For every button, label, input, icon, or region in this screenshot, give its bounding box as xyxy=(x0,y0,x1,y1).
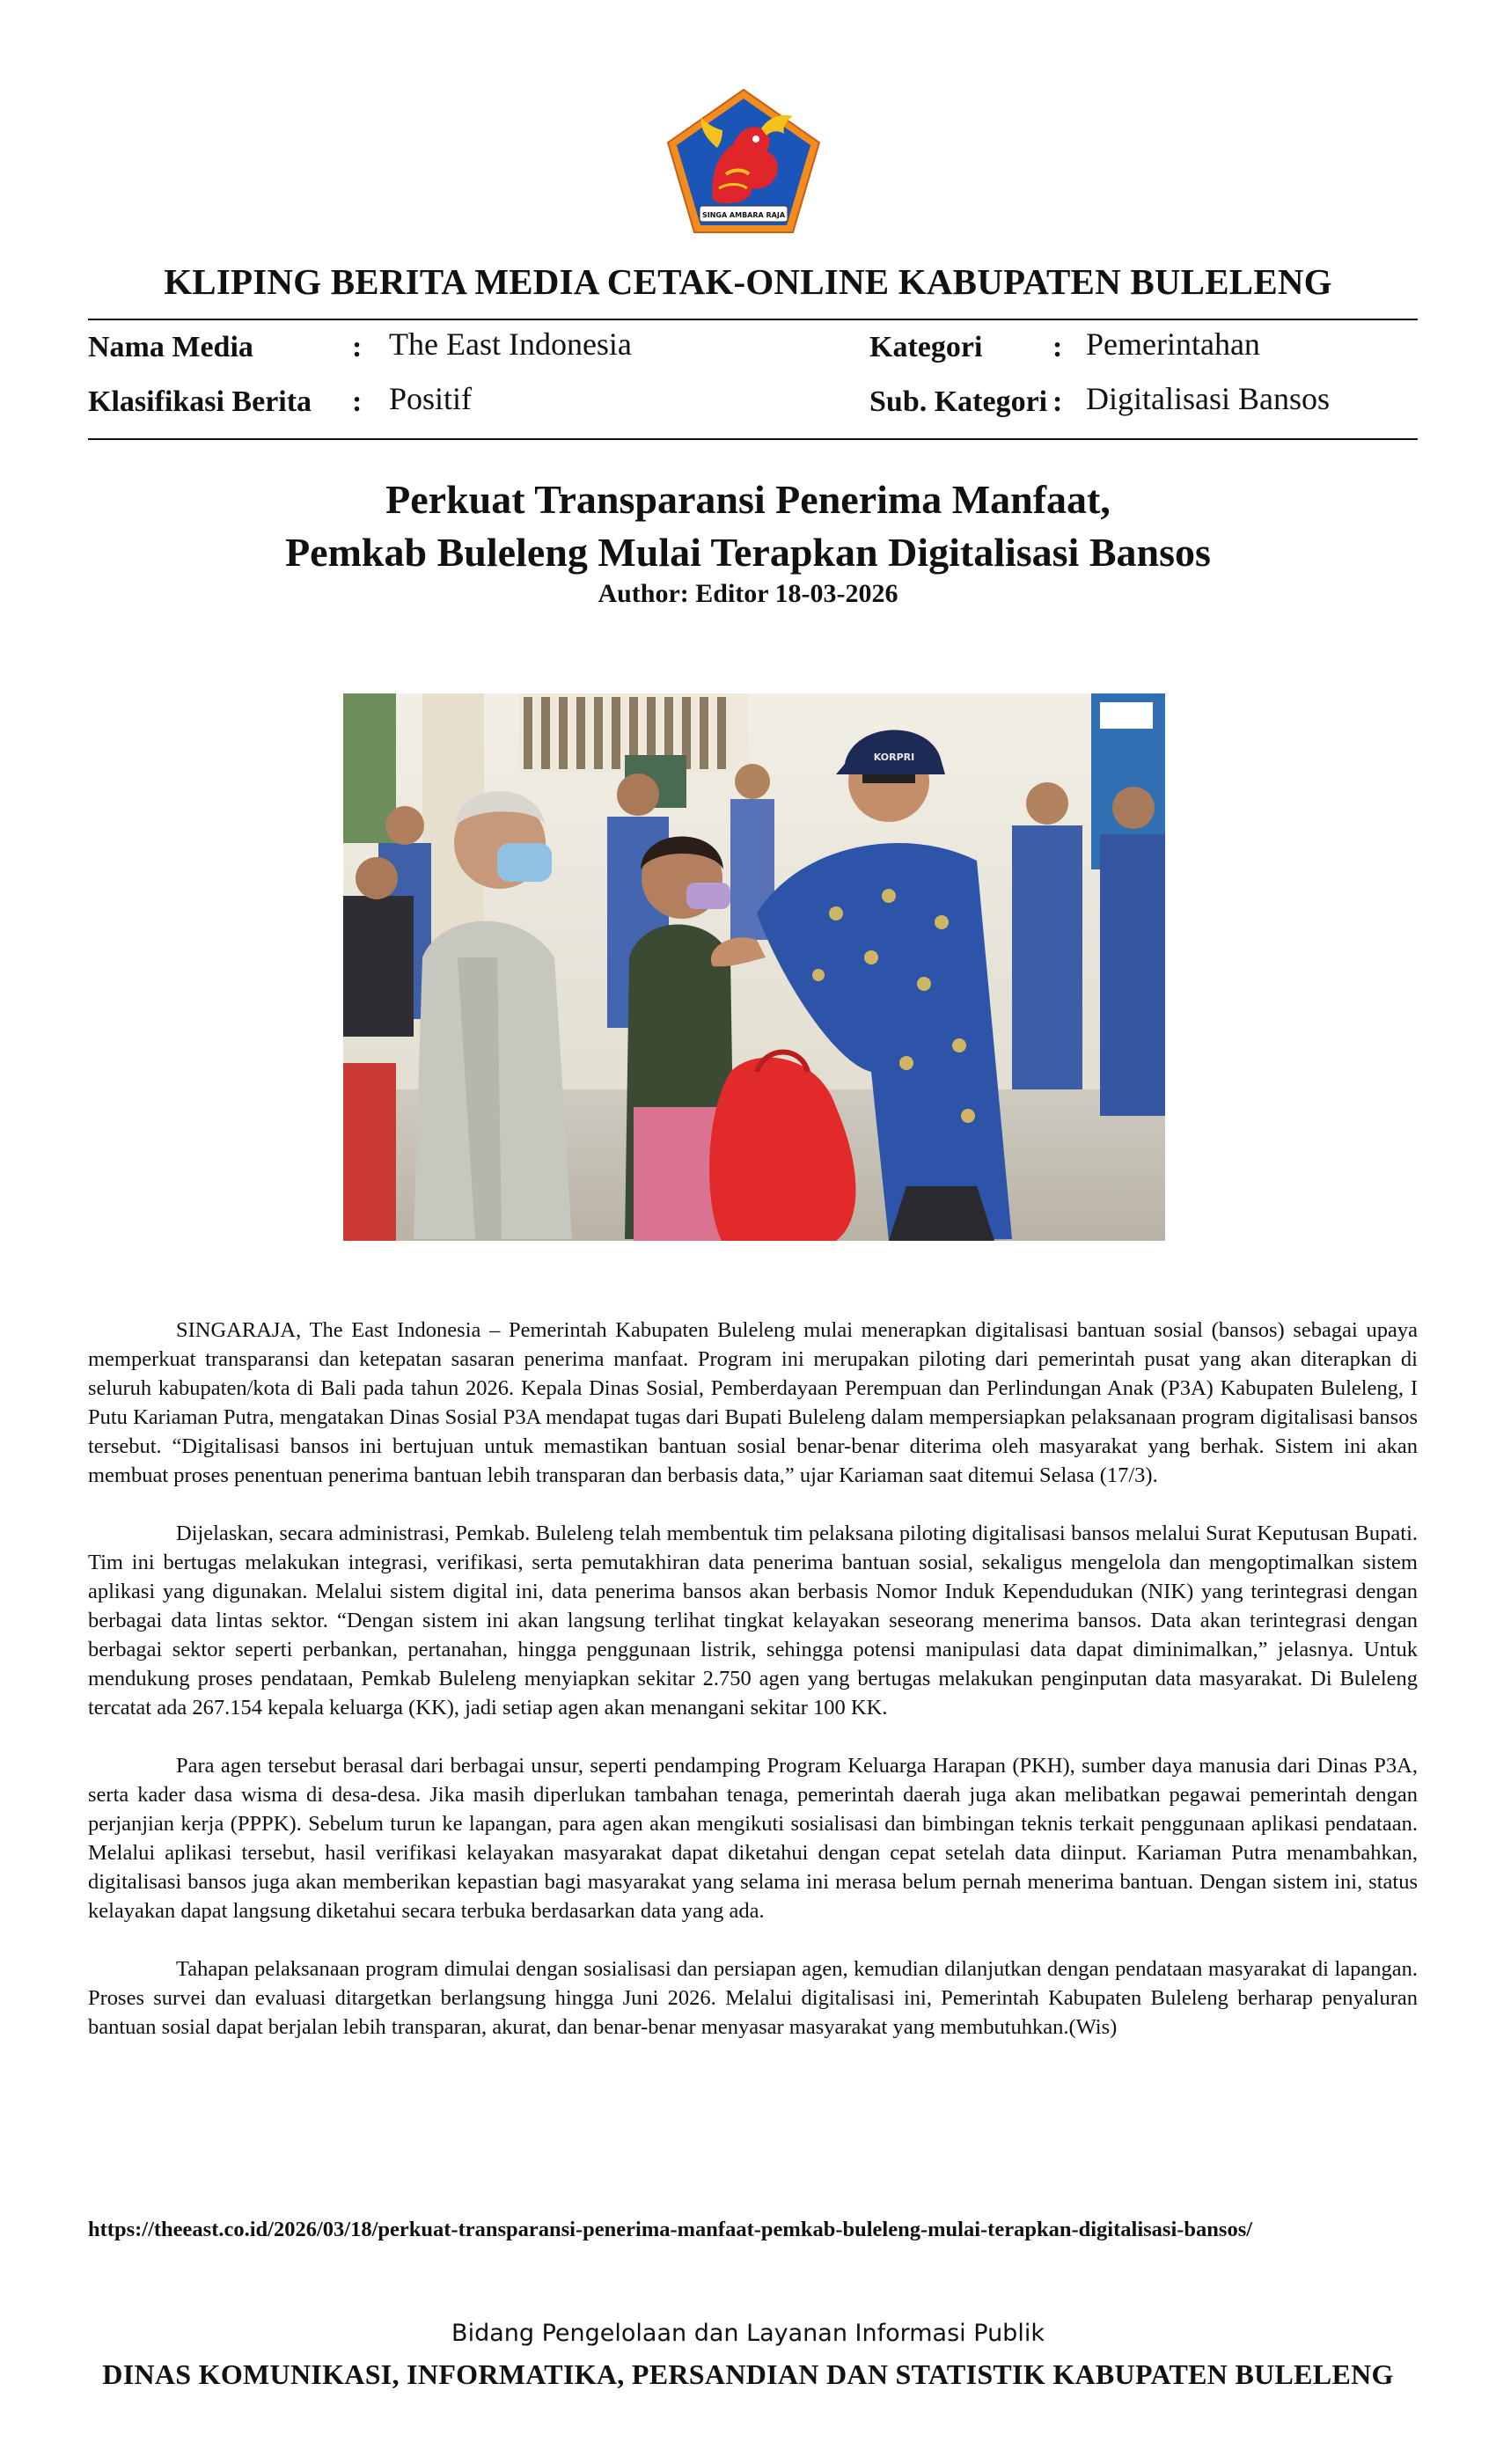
media-name-colon: : xyxy=(352,331,363,363)
header-divider-top xyxy=(88,319,1418,320)
media-name-value: The East Indonesia xyxy=(389,326,632,362)
article-body xyxy=(88,1316,1418,2071)
sub-category-value: Digitalisasi Bansos xyxy=(1086,381,1330,416)
category-value: Pemerintahan xyxy=(1086,326,1260,362)
news-classification-colon: : xyxy=(352,385,363,418)
article-author-date: Author: Editor 18-03-2026 xyxy=(598,579,898,608)
article-paragraph-1: SINGARAJA, The East Indonesia – Pemerintah Kabupaten Buleleng mulai menerapkan digitalisasi bantuan sosial (bansos) sebagai upaya memperkuat transparansi dan ketepatan sasaran penerima manfaat. Program ini merupakan piloting dari pemerintah pusat yang akan diterapkan di seluruh kabupaten/kota di Bali pada tahun 2026. Kepala Dinas Sosial, Pemberdayaan Perempuan dan Perlindungan Anak (P3A) Kabupaten Buleleng, I Putu Kariaman Putra, mengatakan Dinas Sosial P3A mendapat tugas dari Bupati Buleleng dalam mempersiapkan pelaksanaan program digitalisasi bansos tersebut. “Digitalisasi bansos ini bertujuan untuk memastikan bantuan sosial benar-benar diterima oleh masyarakat yang berhak. Sistem ini akan membuat proses penentuan penerima bantuan lebih transparan dan berbasis data,” ujar Kariaman saat ditemui Selasa (17/3). xyxy=(88,1318,1418,1487)
footer-agency: DINAS KOMUNIKASI, INFORMATIKA, PERSANDIAN DAN STATISTIK KABUPATEN BULELENG xyxy=(102,2358,1394,2390)
singa-ambara-raja-emblem-icon xyxy=(664,86,823,236)
news-classification-label: Klasifikasi Berita xyxy=(88,385,312,418)
article-photo xyxy=(343,693,1165,1241)
headline-line-2: Pemkab Buleleng Mulai Terapkan Digitalisasi Bansos xyxy=(285,530,1211,575)
news-classification-value: Positif xyxy=(389,381,473,416)
footer-department: Bidang Pengelolaan dan Layanan Informasi Publik xyxy=(451,2320,1045,2347)
article-paragraph-4: Tahapan pelaksanaan program dimulai dengan sosialisasi dan persiapan agen, kemudian dilanjutkan dengan pendataan masyarakat di lapangan. Proses survei dan evaluasi ditargetkan berlangsung hingga Juni 2026. Melalui digitalisasi ini, Pemerintah Kabupaten Buleleng berharap penyaluran bantuan sosial dapat berjalan lebih transparan, akurat, dan benar-benar menyasar masyarakat yang membutuhkan.(Wis) xyxy=(88,1957,1418,2039)
cap-label: KORPRI xyxy=(873,752,915,763)
sub-category-label: Sub. Kategori xyxy=(869,385,1048,418)
source-url-link[interactable]: https://theeast.co.id/2026/03/18/perkuat-transparansi-penerima-manfaat-pemkab-buleleng-mulai-terapkan-digitalisasi-bansos/ xyxy=(88,2218,1253,2241)
clipping-document-title: KLIPING BERITA MEDIA CETAK-ONLINE KABUPATEN BULELENG xyxy=(164,261,1332,302)
category-colon: : xyxy=(1052,331,1063,363)
article-headline xyxy=(0,473,1496,579)
headline-line-1: Perkuat Transparansi Penerima Manfaat, xyxy=(385,477,1111,522)
header-divider-bottom xyxy=(88,438,1418,440)
media-name-label: Nama Media xyxy=(88,331,253,363)
category-label: Kategori xyxy=(869,331,983,363)
article-paragraph-2: Dijelaskan, secara administrasi, Pemkab. Buleleng telah membentuk tim pelaksana piloting digitalisasi bansos melalui Surat Keputusan Bupati. Tim ini bertugas melakukan integrasi, verifikasi, serta pemutakhiran data penerima bantuan sosial, sekaligus mengelola dan mengoptimalkan sistem aplikasi yang digunakan. Melalui sistem digital ini, data penerima bansos akan berbasis Nomor Induk Kependudukan (NIK) yang terintegrasi dengan berbagai data lintas sektor. “Dengan sistem ini akan langsung terlihat tingkat kelayakan seseorang menerima bansos. Data akan terintegrasi dengan berbagai sektor seperti perbankan, pertanahan, hingga penggunaan listrik, sehingga potensi manipulasi data dapat diminimalkan,” jelasnya. Untuk mendukung proses pendataan, Pemkab Buleleng menyiapkan sekitar 2.750 agen yang bertugas melakukan penginputan data masyarakat. Di Buleleng tercatat ada 267.154 kepala keluarga (KK), jadi setiap agen akan menangani sekitar 100 KK. xyxy=(88,1522,1418,1720)
sub-category-colon: : xyxy=(1052,385,1063,418)
buleleng-emblem-logo xyxy=(664,86,823,236)
article-paragraph-3: Para agen tersebut berasal dari berbagai unsur, seperti pendamping Program Keluarga Harapan (PKH), sumber daya manusia dari Dinas P3A, serta kader dasa wisma di desa-desa. Jika masih diperlukan tambahan tenaga, pemerintah daerah juga akan melibatkan pegawai pemerintah dengan perjanjian kerja (PPPK). Sebelum turun ke lapangan, para agen akan mengikuti sosialisasi dan bimbingan teknis terkait penggunaan aplikasi pendataan. Melalui aplikasi tersebut, hasil verifikasi kelayakan masyarakat dapat diketahui dengan cepat setelah data diinput. Kariaman Putra menambahkan, digitalisasi bansos juga akan memberikan kepastian bagi masyarakat yang selama ini merasa belum pernah menerima bantuan. Dengan sistem ini, status kelayakan dapat langsung diketahui secara terbuka berdasarkan data yang ada. xyxy=(88,1754,1418,1923)
emblem-motto: SINGA AMBARA RAJA xyxy=(701,211,786,219)
